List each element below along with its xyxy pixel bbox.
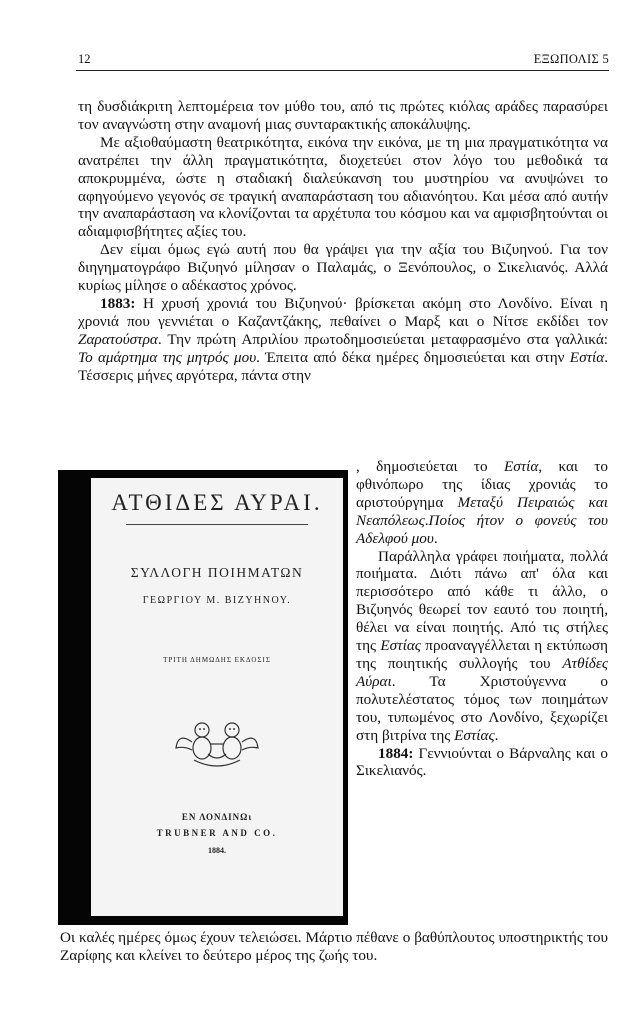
year-1883: 1883: xyxy=(100,294,136,312)
paragraph-1883: 1883: Η χρυσή χρονιά του Βιζυηνού· βρίσκεται ακόμη στο Λονδίνο. Είναι η χρονιά που γεννιέται ο Καζαντζάκης, πεθαίνει ο Μαρξ και ο Νίτσε εκδίδει τον Ζαρατούστρα. Την πρώτη Απριλίου πρωτοδημοσιεύεται μεταφρασμένο στα γαλλικά: Το αμάρτημα της μητρός μου. Έπειτα από δέκα ημέρες δημοσιεύεται και στην Εστία. Τέσσερις μήνες αργότερα, πάντα στην xyxy=(78,294,608,384)
cover-year: 1884. xyxy=(208,846,226,855)
year-1884: 1884: xyxy=(378,744,414,762)
page-number: 12 xyxy=(78,52,91,66)
header-rule xyxy=(76,70,609,71)
paragraph-poems: Παράλληλα γράφει ποιήματα, πολλά ποιήματα. Διότι πάνω απ' όλα και περισσότερο από κάθε τι άλλο, ο Βιζυηνός θεωρεί τον εαυτό του ποιητή, θέλει να είναι ποιητής. Από τις στήλες της Εστίας προαναγγέλλεται η εκτύπωση της ποιητικής συλλογής του Ατθίδες Αύραι. Τα Χριστούγεννα ο πολυτελέστατος τόμος των ποιημάτων του, τυπωμένος στο Λονδίνο, ξεχωρίζει στη βιτρίνα της Εστίας. xyxy=(356,547,608,744)
paragraph-1883-continued: , δημοσιεύεται το Εστία, και το φθινόπωρο της ίδιας χρονιάς το αριστούργημα Μεταξύ Πειραιώς και Νεαπόλεως.Ποίος ήτον ο φονεύς του Αδελφού μου. xyxy=(356,458,609,547)
paragraph-good-days: Οι καλές ημέρες όμως έχουν τελειώσει. Μάρτιο πέθανε ο βαθύπλουτος υποστηρικτής του Ζαρίφης και κλείνει το δεύτερο μέρος της ζωής του. xyxy=(60,929,608,964)
paragraph-theatricality: Με αξιοθαύμαστη θεατρικότητα, εικόνα την εικόνα, με τη μια πραγματικότητα να ανατρέπει την άλλη πραγματικότητα, διοχετεύει στον λόγο του μεθοδικά τα αποκρυμμένα, ώστε η σταδιακή διαλεύκανση του μυστηρίου να ανυψώνει το αφηγούμενο γεγονός σε τραγική αναπαράσταση του αδιανόητου. Και μέσα από αυτήν την αναπαράσταση να κλονίζονται τα αρχέτυπα του κόσμου και να αμφισβητούνται οι αδιαμφισβήτητες αξίες του. xyxy=(78,133,608,241)
paragraph-continued: τη δυσδιάκριτη λεπτομέρεια τον μύθο του, από τις πρώτες κιόλας αράδες παρασύρει τον αναγνώστη στην αναμονή μιας συνταρακτικής αποκάλυψης. xyxy=(78,98,608,133)
running-title: ΕΞΩΠΟΛΙΣ 5 xyxy=(533,52,609,66)
main-text-top xyxy=(78,98,608,385)
main-text-bottom xyxy=(60,929,608,965)
book-cover-image xyxy=(58,470,348,925)
paragraph-value: Δεν είμαι όμως εγώ αυτή που θα γράψει για την αξία του Βιζυηνού. Για τον διηγηματογράφο Βιζυηνό μίλησαν ο Παλαμάς, ο Ξενόπουλος, ο Σικελιανός. Αλλά κυρίως μίλησε ο αδέκαστος χρόνος. xyxy=(78,241,608,295)
book-cover xyxy=(91,478,343,916)
cover-author: ΓΕΩΡΓΙΟΥ Μ. ΒΙΖΥΗΝΟΥ. xyxy=(142,595,292,606)
cover-subtitle: ΣΥΛΛΟΓΗ ΠΟΙΗΜΑΤΩΝ xyxy=(130,565,304,580)
cover-place: ΕΝ ΛΟΝΔΙΝΩι xyxy=(181,812,253,822)
main-text-right-column xyxy=(356,458,608,780)
cover-publisher: TRUBNER AND CO. xyxy=(156,828,278,838)
cover-edition: ΤΡΙΤΗ ΔΗΜΩΔΗΣ ΕΚΔΟΣΙΣ xyxy=(163,656,271,664)
paragraph-1884: 1884: Γεννιούνται ο Βάρναλης και ο Σικελιανός. xyxy=(356,744,608,780)
cover-rule xyxy=(126,524,307,525)
cover-title: ΑΤΘΙΔΕΣ ΑΥΡΑΙ. xyxy=(111,490,323,515)
cherubs-ornament-icon xyxy=(91,714,343,770)
